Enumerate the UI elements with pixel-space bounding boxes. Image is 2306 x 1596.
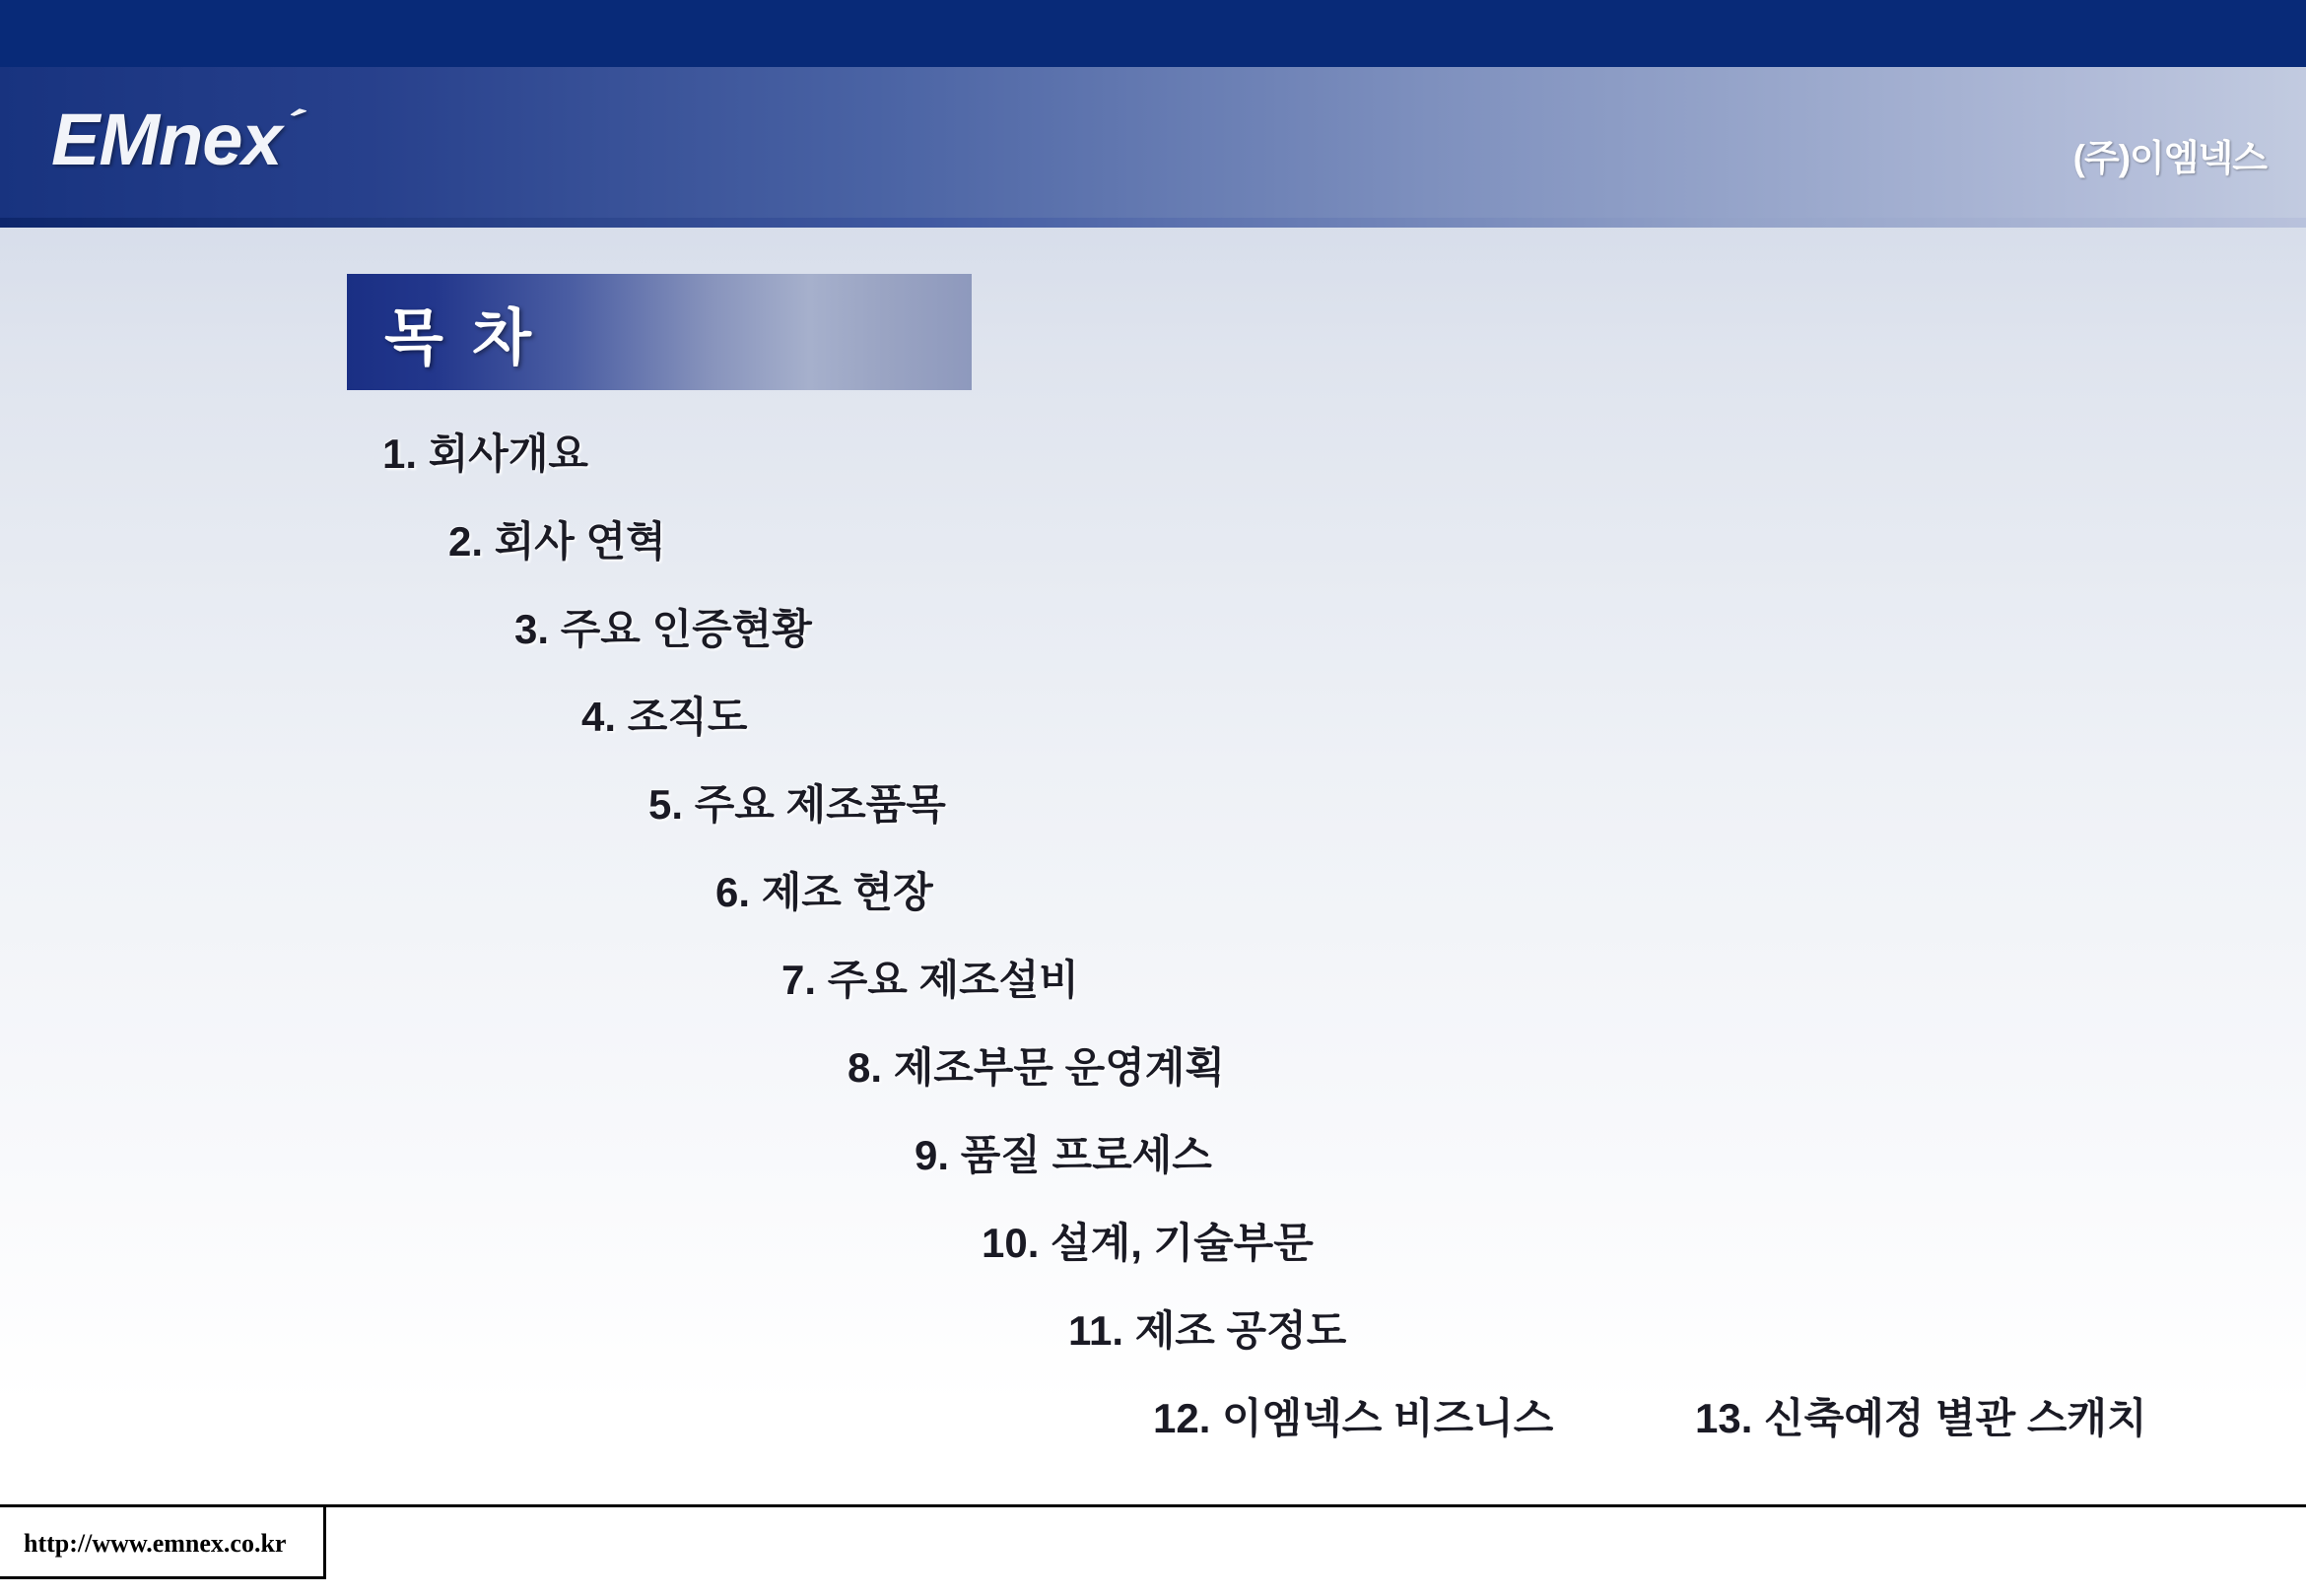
page-title: 목 차 [384,303,538,372]
toc-item-8[interactable]: 8. 제조부문 운영계획 [848,1044,1225,1091]
footer-vertical-divider [323,1504,326,1579]
header-gradient-band [0,67,2306,228]
toc-item-12[interactable]: 12. 이엠넥스 비즈니스 [1153,1395,1554,1441]
toc-item-7[interactable]: 7. 주요 제조설비 [781,957,1079,1003]
toc-item-3[interactable]: 3. 주요 인증현황 [514,606,812,652]
header-top-bar [0,0,2306,67]
footer-website-url[interactable]: http://www.emnex.co.kr [24,1529,287,1558]
toc-item-2[interactable]: 2. 회사 연혁 [448,518,666,565]
toc-item-13[interactable]: 13. 신축예정 별관 스캐치 [1695,1395,2147,1441]
table-of-contents [0,433,2306,1449]
toc-item-6[interactable]: 6. 제조 현장 [715,869,933,915]
toc-item-9[interactable]: 9. 품질 프로세스 [915,1132,1212,1178]
footer-divider [0,1504,2306,1507]
toc-item-1[interactable]: 1. 회사개요 [382,431,588,477]
company-name-label: (주)이엠넥스 [2072,138,2267,178]
logo-wordmark: EMnex [51,99,282,180]
footer-bottom-divider [0,1576,325,1579]
toc-item-11[interactable]: 11. 제조 공정도 [1068,1307,1347,1354]
toc-item-4[interactable]: 4. 조직도 [581,694,748,740]
logo-tick-icon: ´ [271,95,305,161]
emnex-logo [51,95,305,180]
toc-item-5[interactable]: 5. 주요 제조품목 [648,781,946,828]
toc-final-row [0,1395,2306,1449]
section-title-box [347,274,972,390]
toc-item-10[interactable]: 10. 설계, 기술부문 [982,1220,1314,1266]
